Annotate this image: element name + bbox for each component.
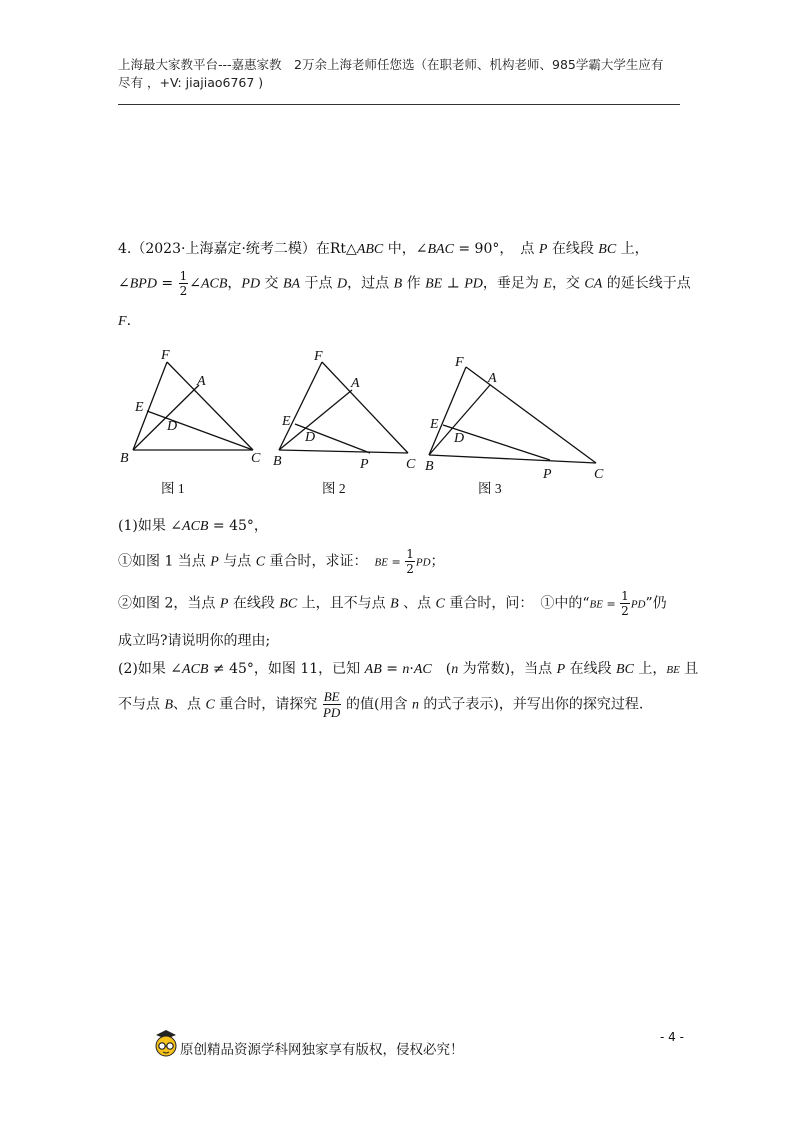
problem-line-1: 4.（2023·上海嘉定·统考二模）在Rt△ABC 中，∠BAC = 90°， 点 P 在线段 BC 上， bbox=[118, 241, 649, 257]
q2-line-1: (2)如果 ∠ACB ≠ 45°，如图 11，已知 AB = n·AC (n 为常数)，当点 P 在线段 BC 上，BE 且 bbox=[118, 661, 699, 677]
page-header bbox=[118, 56, 678, 92]
fig1-label-E: E bbox=[135, 400, 144, 415]
fig1-label-F: F bbox=[161, 348, 170, 363]
mascot-logo-icon bbox=[152, 1028, 180, 1058]
fig1-label-C: C bbox=[251, 451, 261, 466]
figure-3 bbox=[420, 345, 610, 482]
q2-line-2: 不与点 B、点 C 重合时，请探究 $\frac{BE}{PD}$ 的值(用含 n 的式子表示)，并写出你的探究过程. bbox=[118, 689, 644, 720]
fraction-one-half: $\frac{1}{2}$ bbox=[179, 269, 188, 298]
fig3-label-F: F bbox=[455, 355, 464, 370]
fig2-label-A: A bbox=[351, 376, 360, 391]
header-divider bbox=[118, 104, 680, 105]
header-line-1: 上海最大家教平台---嘉惠家教 2万余上海老师任您选（在职老师、机构老师、985学霸大学生应有 bbox=[118, 57, 664, 72]
fig1-label-A: A bbox=[197, 374, 206, 389]
fig2-label-D: D bbox=[305, 430, 316, 445]
fig2-label-B: B bbox=[273, 454, 282, 469]
q1-part-2-cont: 成立吗?请说明你的理由; bbox=[118, 633, 271, 649]
fig3-label-E: E bbox=[430, 417, 439, 432]
fig3-label-B: B bbox=[425, 459, 434, 474]
problem-line-2: ∠BPD = $\frac{1}{2}$ ∠ACB，PD 交 BA 于点 D，过点 B 作 BE ⊥ PD，垂足为 E，交 CA 的延长线于点 bbox=[118, 269, 691, 298]
q1-part-1: ①如图 1 当点 P 与点 C 重合时，求证： BE = $\frac{1}{2}$ PD； bbox=[118, 547, 445, 576]
fig2-label-E: E bbox=[282, 414, 291, 429]
figure-2-caption: 图 2 bbox=[322, 481, 346, 496]
fig1-label-B: B bbox=[120, 451, 129, 466]
fraction-be-over-pd: $\frac{BE}{PD}$ bbox=[322, 689, 341, 720]
fig3-label-P: P bbox=[543, 467, 552, 482]
figure-1-caption: 图 1 bbox=[161, 481, 185, 496]
problem-line-3: F. bbox=[118, 313, 132, 329]
fig3-label-D: D bbox=[454, 431, 465, 446]
figure-1 bbox=[115, 345, 275, 470]
fig3-label-C: C bbox=[594, 467, 604, 482]
fig3-label-A: A bbox=[488, 371, 497, 386]
page-number: - 4 - bbox=[660, 1030, 684, 1044]
q1-intro: (1)如果 ∠ACB = 45°， bbox=[118, 518, 268, 534]
fig2-label-P: P bbox=[360, 457, 369, 472]
fig2-label-C: C bbox=[406, 457, 416, 472]
fig2-label-F: F bbox=[314, 349, 323, 364]
fig1-label-D: D bbox=[167, 419, 178, 434]
header-line-2: 尽有 ，+V: jiajiao6767 ) bbox=[118, 75, 264, 90]
figure-3-caption: 图 3 bbox=[478, 481, 502, 496]
q1-part-2: ②如图 2，当点 P 在线段 BC 上，且不与点 B 、点 C 重合时，问： ①中的“BE = $\frac{1}{2}$ PD”仍 bbox=[118, 589, 667, 618]
figure-2 bbox=[268, 345, 428, 470]
footer-copyright: 原创精品资源学科网独家享有版权，侵权必究！ bbox=[180, 1042, 464, 1058]
